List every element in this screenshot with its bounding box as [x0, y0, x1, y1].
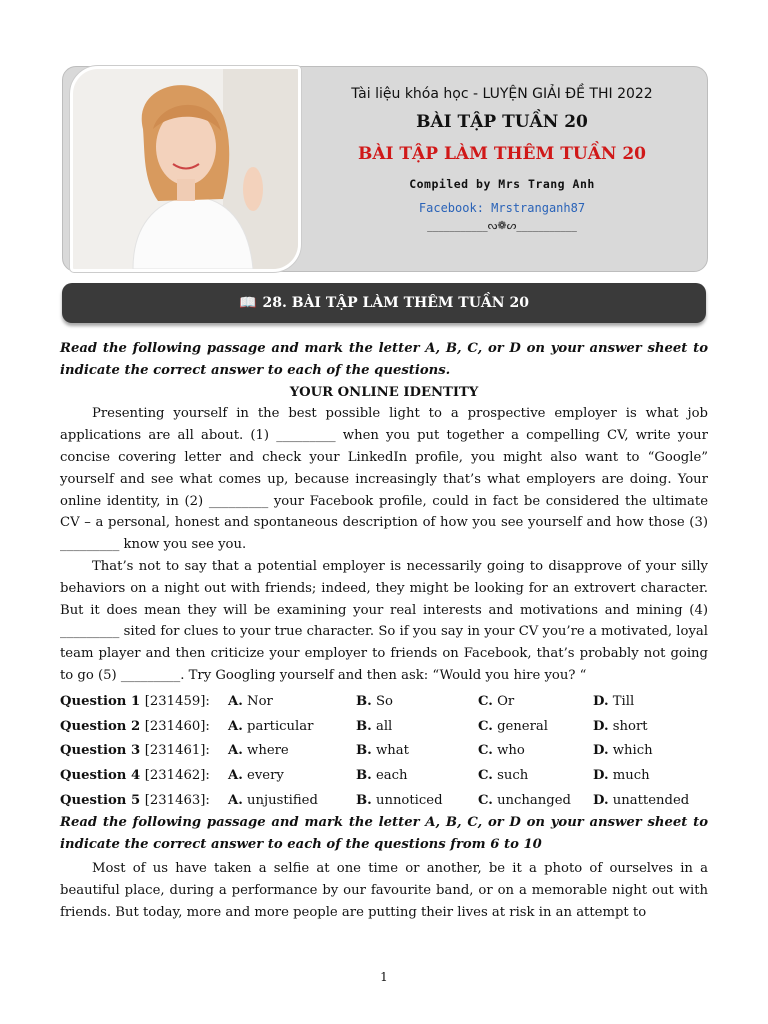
option-a[interactable]: A. every	[228, 767, 284, 783]
instruction-2: Read the following passage and mark the letter A, B, C, or D on your answer sheet to indicate the correct answer to each of the questions from 6 to 10	[60, 814, 708, 852]
question-label: Question 2 [231460]:	[60, 718, 210, 734]
option-c[interactable]: C. Or	[478, 694, 515, 710]
question-row	[60, 714, 708, 739]
option-b[interactable]: B. So	[356, 694, 393, 710]
option-d[interactable]: D. unattended	[593, 792, 690, 808]
passage2-paragraph-1: Most of us have taken a selfie at one time or another, be it a photo of ourselves in a beautiful place, during a performance by our favourite band, or on a memorable night out with friends. But today, more and more people are putting their lives at risk in an attempt to	[60, 861, 708, 920]
option-a[interactable]: A. Nor	[228, 694, 273, 710]
section-title: 28. BÀI TẬP LÀM THÊM TUẦN 20	[262, 295, 529, 311]
ornament-divider: ___________ᔓ❁ᔕ___________	[427, 219, 577, 232]
option-b[interactable]: B. all	[356, 718, 393, 734]
author-photo	[70, 66, 301, 272]
option-c[interactable]: C. who	[478, 743, 525, 759]
question-label: Question 1 [231459]:	[60, 694, 210, 710]
option-b[interactable]: B. each	[356, 767, 408, 783]
compiled-by: Compiled by Mrs Trang Anh	[409, 177, 595, 191]
option-b[interactable]: B. what	[356, 743, 409, 759]
instruction-1: Read the following passage and mark the letter A, B, C, or D on your answer sheet to indicate the correct answer to each of the questions.	[60, 341, 708, 378]
option-a[interactable]: A. where	[228, 743, 289, 759]
extra-exercise-title: BÀI TẬP LÀM THÊM TUẦN 20	[357, 144, 647, 164]
option-a[interactable]: A. unjustified	[228, 792, 318, 808]
option-c[interactable]: C. such	[478, 767, 529, 783]
question-row	[60, 764, 708, 789]
question-row	[60, 739, 708, 764]
facebook-link[interactable]: Facebook: Mrstranganh87	[418, 201, 586, 215]
passage-title: YOUR ONLINE IDENTITY	[289, 384, 479, 400]
option-d[interactable]: D. Till	[593, 694, 635, 710]
option-d[interactable]: D. much	[593, 767, 650, 783]
option-c[interactable]: C. general	[478, 718, 548, 734]
option-d[interactable]: D. which	[593, 743, 653, 759]
option-b[interactable]: B. unnoticed	[356, 792, 443, 808]
option-d[interactable]: D. short	[593, 718, 648, 734]
page-number: 1	[380, 970, 388, 984]
option-a[interactable]: A. particular	[228, 718, 314, 734]
book-icon: 📖	[239, 295, 257, 311]
question-label: Question 4 [231462]:	[60, 767, 210, 783]
question-label: Question 5 [231463]:	[60, 792, 210, 808]
course-title: Tài liệu khóa học - LUYỆN GIẢI ĐỀ THI 2022	[351, 86, 653, 102]
passage-paragraph-2: That’s not to say that a potential employer is necessarily going to disapprove of your silly behaviors on a night out with friends; indeed, they might be looking for an extrovert character. But it does mean they will be examining your real interests and motivations and mining (4) _________ sited for clues to your true character. So if you say in your CV you’re a motivated, loyal team player and then criticize your employer to friends on Facebook, that’s probably not going to go (5) _________. Try Googling yourself and then ask: “Would you hire you? “	[60, 558, 708, 683]
question-label: Question 3 [231461]:	[60, 743, 210, 759]
option-c[interactable]: C. unchanged	[478, 792, 571, 808]
passage-paragraph-1: Presenting yourself in the best possible light to a prospective employer is what job applications are all about. (1) _________ when you put together a compelling CV, write your concise covering letter and check your LinkedIn profile, you might also want to “Google” yourself and see what comes up, because increasingly that’s what employers are doing. Your online identity, in (2) _________ your Facebook profile, could in fact be considered the ultimate CV – a personal, honest and spontaneous description of how you see yourself and how those (3) _________ know you see you.	[60, 406, 708, 553]
section-heading	[62, 283, 706, 323]
question-row	[60, 788, 708, 813]
document-body	[60, 338, 708, 924]
week-title: BÀI TẬP TUẦN 20	[416, 112, 588, 132]
question-row	[60, 690, 708, 715]
question-list	[60, 690, 708, 813]
